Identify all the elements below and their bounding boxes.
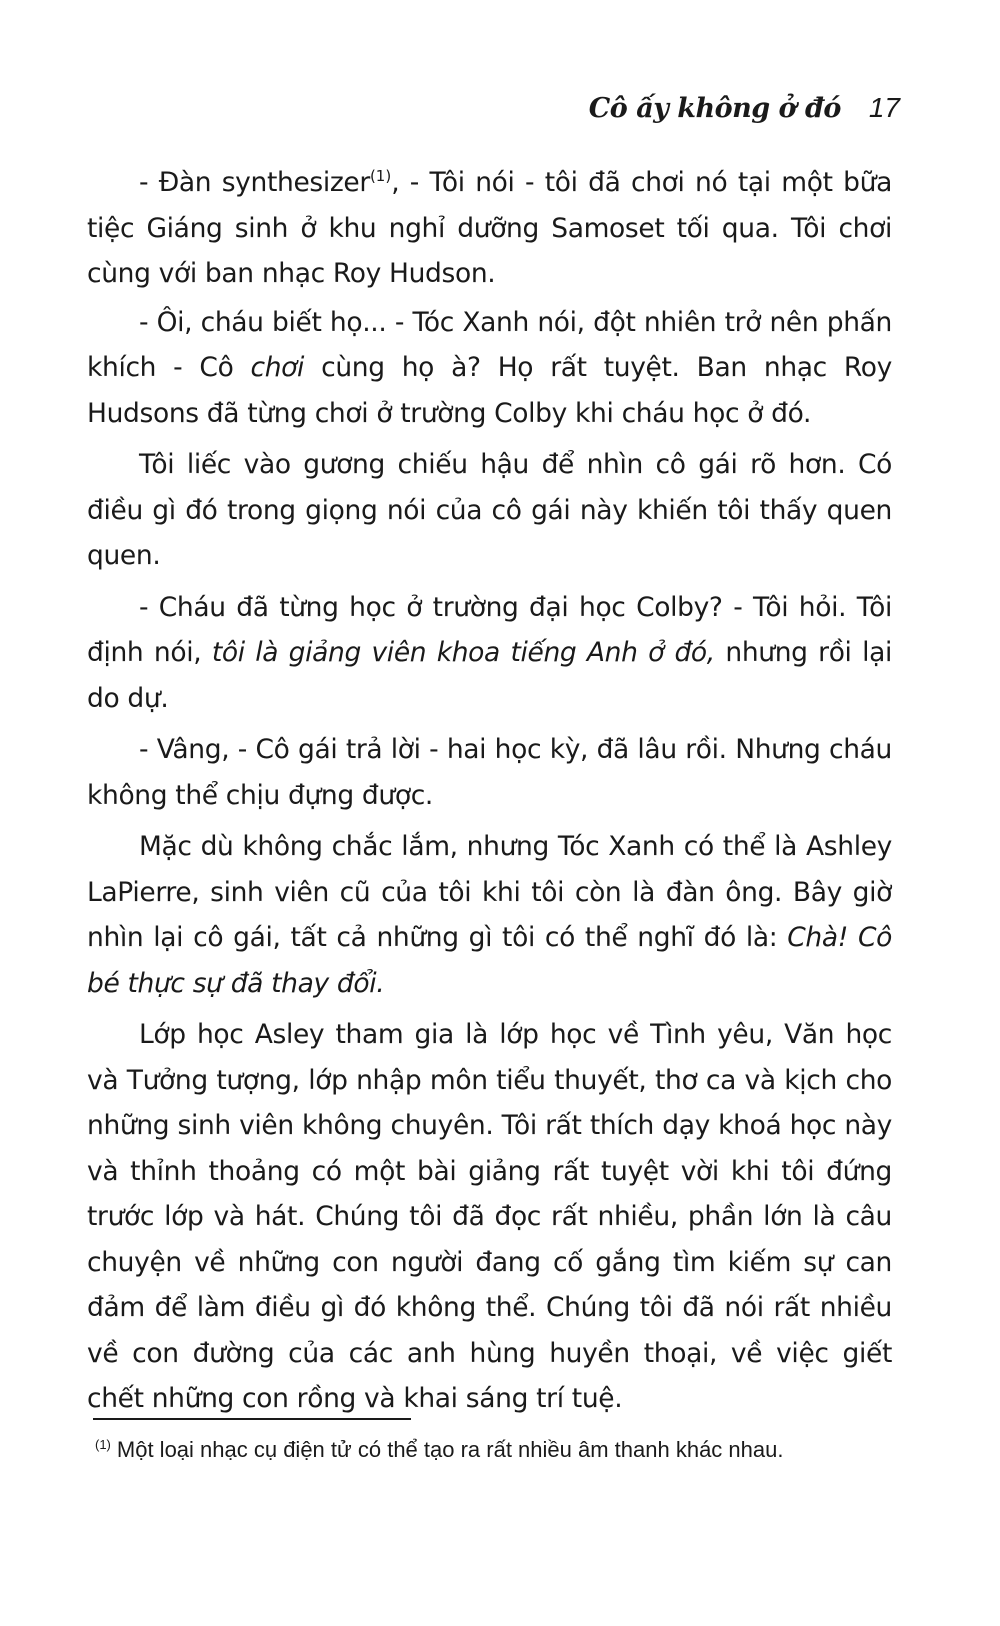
- running-header: [589, 92, 900, 124]
- paragraph-text: Tôi liếc vào gương chiếu hậu để nhìn cô gái rõ hơn. Có điều gì đó trong giọng nói của cô gái này khiến tôi thấy quen quen.: [87, 449, 892, 571]
- paragraph-text: - Vâng, - Cô gái trả lời - hai học kỳ, đã lâu rồi. Nhưng cháu không thể chịu đựng được.: [87, 734, 892, 811]
- emphasis-text: tôi là giảng viên khoa tiếng Anh ở đó,: [211, 637, 715, 668]
- paragraph: [87, 585, 892, 722]
- emphasis-text: Chà! Cô bé thực sự đã thay đổi.: [87, 922, 892, 999]
- footnote-reference: (1): [369, 167, 392, 186]
- paragraph-text: Mặc dù không chắc lắm, nhưng Tóc Xanh có thể là Ashley LaPierre, sinh viên cũ của tôi khi tôi còn là đàn ông. Bây giờ nhìn lại cô gái, tất cả những gì tôi có thể nghĩ đó là:: [87, 831, 892, 953]
- paragraph-text: cùng họ à? Họ rất tuyệt. Ban nhạc Roy Hudsons đã từng chơi ở trường Colby khi cháu học ở đó.: [87, 352, 892, 429]
- paragraph-text: nhưng rồi lại do dự.: [87, 637, 892, 714]
- paragraph: [87, 1012, 892, 1422]
- paragraph-text: , - Tôi nói - tôi đã chơi nó tại một bữa tiệc Giáng sinh ở khu nghỉ dưỡng Samoset tối qua. Tôi chơi cùng với ban nhạc Roy Hudson.: [87, 167, 892, 289]
- page-number: 17: [868, 92, 900, 123]
- paragraph-text: Lớp học Asley tham gia là lớp học về Tình yêu, Văn học và Tưởng tượng, lớp nhập môn tiểu thuyết, thơ ca và kịch cho những sinh viên không chuyên. Tôi rất thích dạy khoá học này và thỉnh thoảng có một bài giảng rất tuyệt vời khi tôi đứng trước lớp và hát. Chúng tôi đã đọc rất nhiều, phần lớn là câu chuyện về những con người đang cố gắng tìm kiếm sự can đảm để làm điều gì đó không thể. Chúng tôi đã nói rất nhiều về con đường của các anh hùng huyền thoại, về việc giết chết những con rồng và khai sáng trí tuệ.: [87, 1019, 892, 1414]
- paragraph-text: - Đàn synthesizer: [139, 167, 370, 198]
- footnote-separator: [93, 1418, 411, 1420]
- paragraph: [87, 300, 892, 437]
- chapter-title: Cô ấy không ở đó: [588, 93, 841, 124]
- emphasis-text: chơi: [250, 352, 305, 383]
- footnote: [95, 1434, 915, 1466]
- paragraph-text: - Cháu đã từng học ở trường đại học Colby? - Tôi hỏi. Tôi định nói,: [87, 591, 892, 668]
- paragraph-text: - Ôi, cháu biết họ... - Tóc Xanh nói, đột nhiên trở nên phấn khích - Cô: [87, 306, 892, 383]
- paragraph: [87, 727, 892, 818]
- footnote-text: Một loại nhạc cụ điện tử có thể tạo ra rất nhiều âm thanh khác nhau.: [116, 1437, 784, 1462]
- paragraph: [87, 442, 892, 579]
- body-text: [87, 160, 892, 1422]
- paragraph: [87, 160, 892, 297]
- footnote-marker: (1): [95, 1436, 111, 1452]
- paragraph: [87, 824, 892, 1006]
